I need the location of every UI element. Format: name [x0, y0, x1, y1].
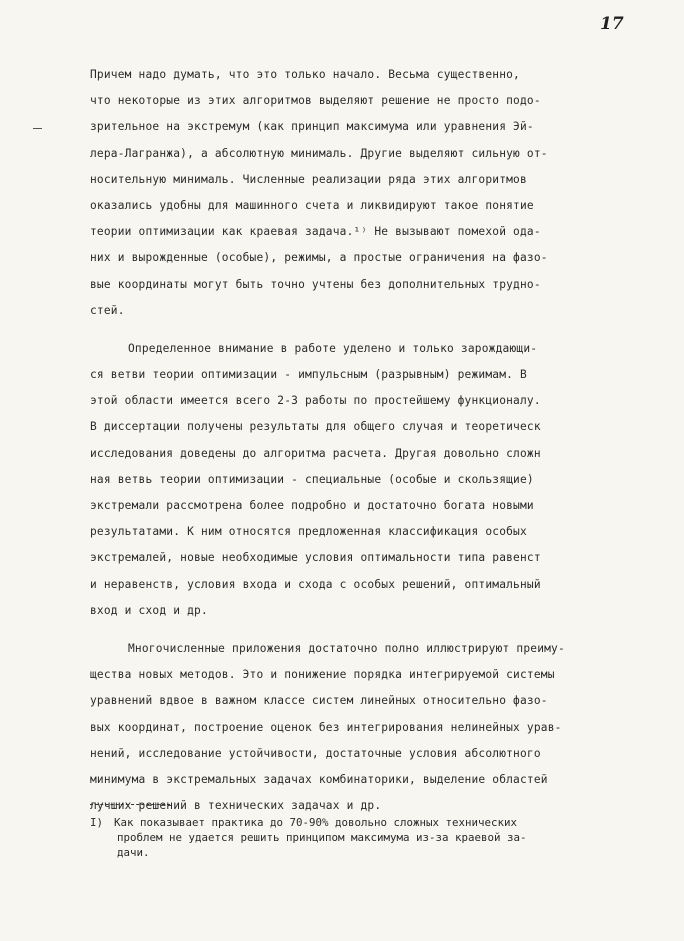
- text-line: щества новых методов. Это и понижение порядка интегрируемой системы: [90, 668, 555, 682]
- text-line: зрительное на экстремум (как принцип максимума или уравнения Эй-: [90, 120, 534, 134]
- text-line: что некоторые из этих алгоритмов выделяют решение не просто подо-: [90, 94, 541, 108]
- text-line: лучших решений в технических задачах и др.: [90, 799, 382, 813]
- footnote: [90, 815, 650, 860]
- footnote-separator: [90, 804, 170, 805]
- footnote-line: [90, 815, 650, 830]
- text-line: минимума в экстремальных задачах комбинаторики, выделение областей: [90, 772, 548, 786]
- paragraph-gap: [90, 624, 630, 636]
- text-line: экстремали рассмотрена более подробно и достаточно богата новыми: [90, 499, 534, 512]
- text-line: этой области имеется всего 2-3 работы по простейшему функционалу.: [90, 394, 541, 408]
- text-line: ная ветвь теории оптимизации - специальные (особые и скользящие): [90, 472, 534, 486]
- text-line: уравнений вдвое в важном классе систем линейных относительно фазо-: [90, 694, 548, 708]
- text-line: стей.: [90, 303, 125, 317]
- margin-mark: [33, 128, 42, 129]
- text-line: Причем надо думать, что это только начало. Весьма существенно,: [90, 68, 520, 81]
- text-line: нений, исследование устойчивости, достаточные условия абсолютного: [90, 746, 541, 760]
- text-line: В диссертации получены результаты для общего случая и теоретическ: [90, 420, 541, 434]
- footnote-line: проблем не удается решить принципом максимума из-за краевой за-: [117, 831, 527, 844]
- document-body: [90, 62, 630, 819]
- text-line: Многочисленные приложения достаточно полно иллюстрируют преиму-: [128, 641, 565, 655]
- text-line: исследования доведены до алгоритма расчета. Другая довольно сложн: [90, 446, 541, 460]
- page-number: 17: [600, 14, 624, 34]
- text-line: вход и сход и др.: [90, 603, 208, 617]
- paragraph-3: [90, 636, 630, 819]
- footnote-line: дачи.: [117, 846, 150, 859]
- text-line: них и вырожденные (особые), режимы, а простые ограничения на фазо-: [90, 251, 548, 265]
- paragraph-1: [90, 62, 630, 324]
- paragraph-2: [90, 336, 630, 624]
- text-line: экстремалей, новые необходимые условия оптимальности типа равенст: [90, 551, 541, 565]
- text-line: оказались удобны для машинного счета и ликвидируют такое понятие: [90, 198, 534, 212]
- footnote-text: Как показывает практика до 70-90% довольно сложных технических: [114, 816, 518, 829]
- text-line: носительную минималь. Численные реализации ряда этих алгоритмов: [90, 172, 527, 186]
- text-line: и неравенств, условия входа и схода с особых решений, оптимальный: [90, 577, 541, 591]
- text-line: вые координаты могут быть точно учтены без дополнительных трудно-: [90, 277, 541, 291]
- text-line: лера-Лагранжа), а абсолютную минималь. Другие выделяют сильную от-: [90, 146, 548, 160]
- text-line: ся ветви теории оптимизации - импульсным (разрывным) режимам. В: [90, 368, 527, 382]
- text-line: вых координат, построение оценок без интегрирования нелинейных урав-: [90, 720, 562, 734]
- text-line: теории оптимизации как краевая задача.¹⁾ Не вызывают помехой ода-: [90, 225, 541, 239]
- text-line: результатами. К ним относятся предложенная классификация особых: [90, 525, 527, 539]
- paragraph-gap: [90, 324, 630, 336]
- text-line: Определенное внимание в работе уделено и только зарождающи-: [128, 341, 538, 355]
- footnote-marker: I): [90, 816, 104, 829]
